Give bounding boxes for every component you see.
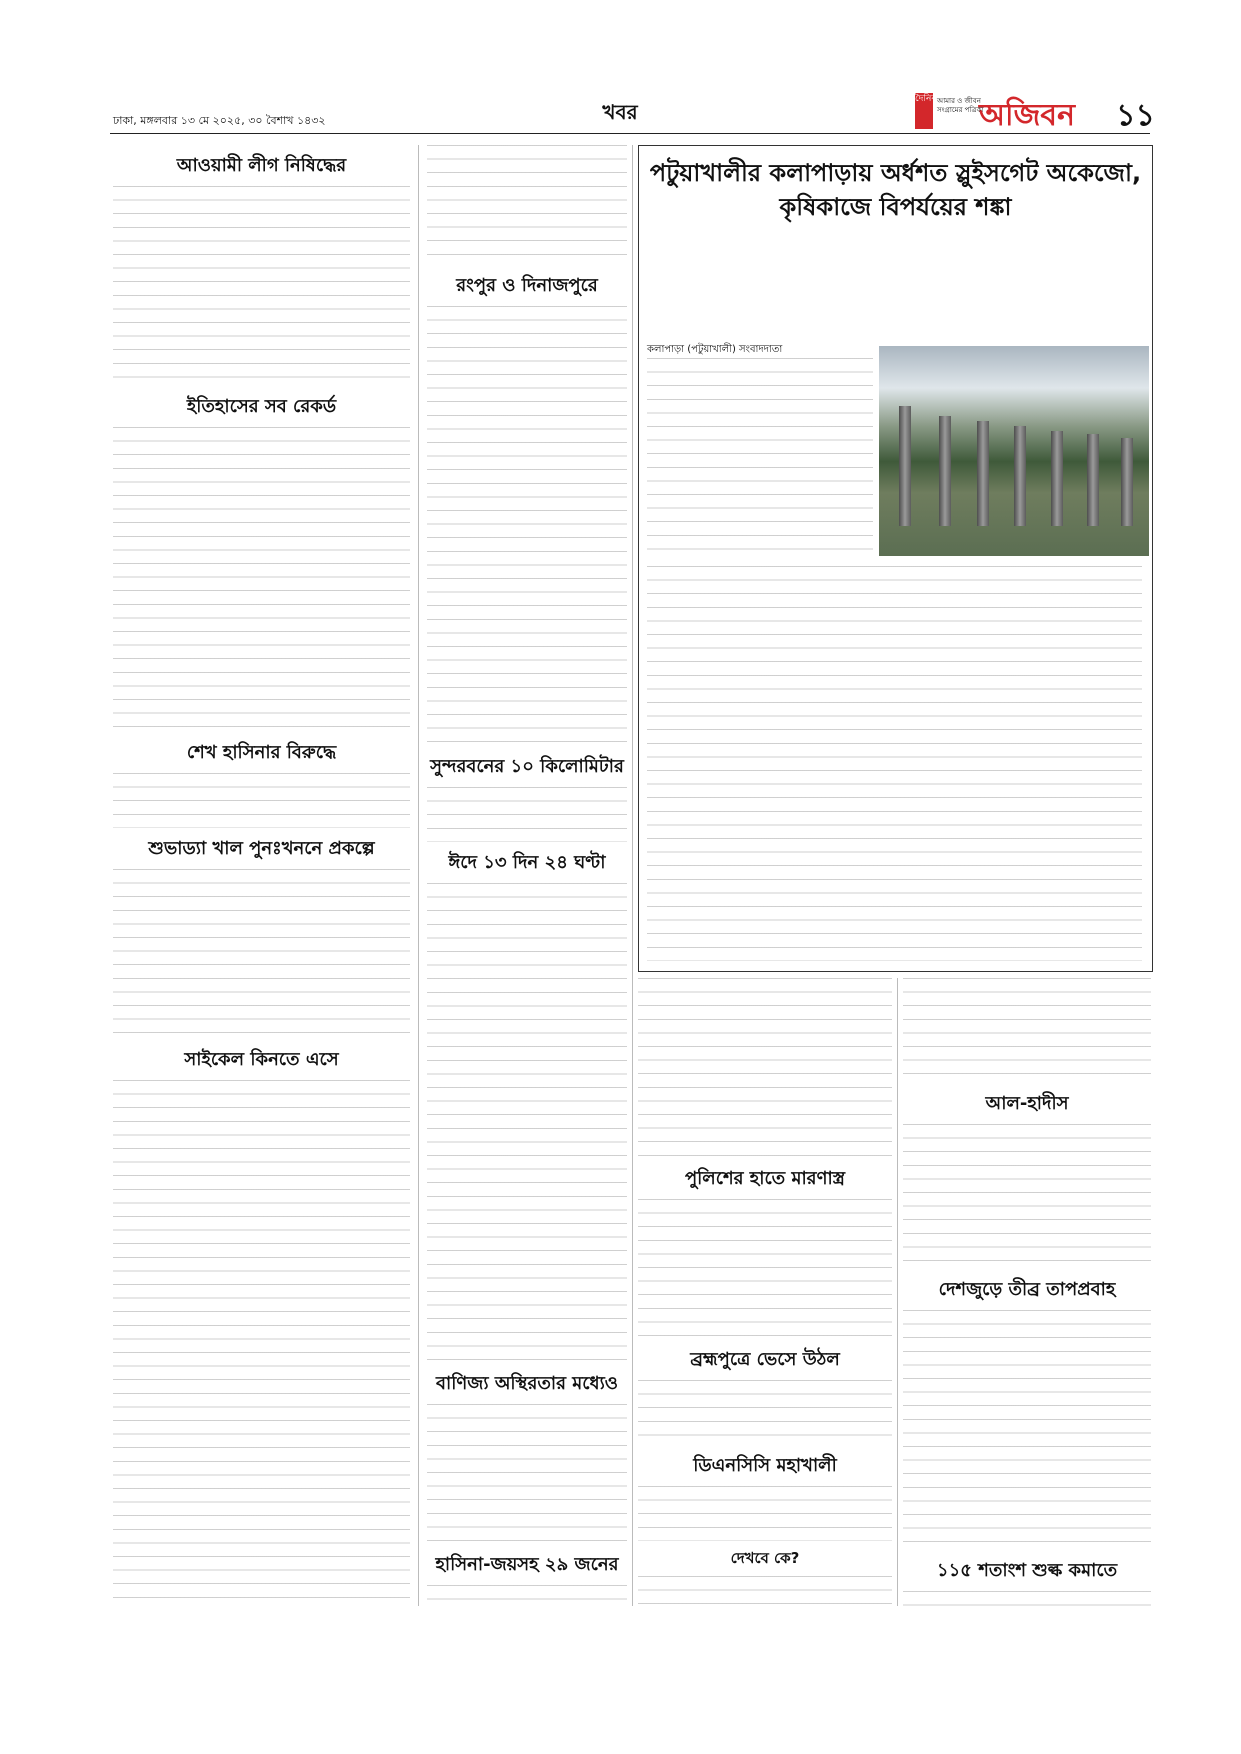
article-tapprabah — [903, 1275, 1151, 1550]
article-rangpur — [427, 271, 627, 746]
article-body-text — [113, 427, 410, 732]
article-headline: বাণিজ্য অস্থিরতার মধ্যেও — [435, 1373, 619, 1394]
feature-byline: কলাপাড়া (পটুয়াখালী) সংবাদদাতা — [647, 344, 783, 355]
feature-headline-line1: পটুয়াখালীর কলাপাড়ায় অর্ধশত স্লুইসগেট অকেজো, — [649, 159, 1142, 187]
article-awami — [113, 151, 410, 386]
article-headline: সাইকেল কিনতে এসে — [184, 1049, 339, 1070]
article-body-text — [427, 883, 627, 1363]
article-headline: ডিএনসিসি মহাখালী — [693, 1455, 837, 1476]
article-sundarban — [427, 752, 627, 842]
column-3 — [638, 978, 892, 1606]
article-body-text — [113, 773, 410, 828]
article-banijya — [427, 1369, 627, 1544]
feature-body-text — [647, 358, 873, 558]
article-headline: ১১৫ শতাংশ শুল্ক কমাতে — [936, 1560, 1118, 1581]
header-rule — [110, 133, 1150, 134]
article-sheikh — [113, 738, 410, 828]
article-headline: ইতিহাসের সব রেকর্ড — [186, 396, 337, 417]
article-dncc — [638, 1451, 892, 1541]
article-body-text — [903, 1591, 1151, 1606]
article-body-text — [903, 1310, 1151, 1550]
article-itihas — [113, 392, 410, 732]
article-dekhbe — [638, 1547, 892, 1606]
feature-headline — [649, 156, 1142, 224]
article-body-text — [427, 306, 627, 746]
article-body-text — [638, 1486, 892, 1541]
logo-tagline: আমার ও জীবন সংগ্রামের পত্রিকা — [937, 97, 984, 114]
article-alhadis — [903, 1089, 1151, 1269]
article-body-text — [427, 145, 627, 265]
article-body-text — [427, 787, 627, 842]
article-brahma — [638, 1345, 892, 1445]
column-1 — [113, 145, 410, 1606]
article-headline: ঈদে ১৩ দিন ২৪ ঘণ্টা — [448, 852, 606, 873]
column-4 — [903, 978, 1151, 1606]
article-body-text — [113, 186, 410, 386]
logo-badge: দৈনিক — [915, 93, 933, 129]
column-divider — [418, 145, 419, 1606]
feature-headline-line2: কৃষিকাজে বিপর্যয়ের শঙ্কা — [779, 193, 1012, 221]
article-body-text — [903, 978, 1151, 1083]
article-headline: আওয়ামী লীগ নিষিদ্ধের — [176, 155, 347, 176]
article-body-text — [638, 1576, 892, 1606]
article-headline: শুভাড্যা খাল পুনঃখননে প্রকল্পে — [148, 838, 375, 859]
article-body-text — [427, 1404, 627, 1544]
article-cycle — [113, 1045, 410, 1606]
article-shulka — [903, 1556, 1151, 1606]
article-headline: ব্রহ্মপুত্রে ভেসে উঠল — [690, 1349, 840, 1370]
section-title: খবর — [602, 100, 638, 124]
article-shuvadha — [113, 834, 410, 1039]
article-body-text — [638, 978, 892, 1158]
article-body-text — [427, 1585, 627, 1606]
article-headline: শেখ হাসিনার বিরুদ্ধে — [186, 742, 337, 763]
article-headline: সুন্দরবনের ১০ কিলোমিটার — [430, 756, 624, 777]
column-2 — [427, 145, 627, 1606]
sluice-gate-photo — [879, 346, 1149, 556]
article-police — [638, 1164, 892, 1339]
article-headline: দেশজুড়ে তীব্র তাপপ্রবাহ — [938, 1279, 1116, 1300]
article-body-text — [113, 1080, 410, 1606]
article-headline: আল-হাদীস — [985, 1093, 1069, 1114]
page-number: ১১ — [1116, 98, 1155, 133]
article-body-text — [638, 1380, 892, 1445]
article-body-text — [113, 869, 410, 1039]
logo-name: অজিবন — [979, 98, 1076, 133]
feature-body-text — [647, 566, 1142, 961]
article-headline: হাসিনা-জয়সহ ২৯ জনের — [435, 1554, 619, 1575]
article-headline: রংপুর ও দিনাজপুরে — [456, 275, 598, 296]
article-headline: পুলিশের হাতে মারণাস্ত্র — [684, 1168, 846, 1189]
article-eid — [427, 848, 627, 1363]
feature-article — [638, 145, 1153, 972]
column-divider — [632, 145, 633, 1606]
article-body-text — [903, 1124, 1151, 1269]
article-body-text — [638, 1199, 892, 1339]
masthead-logo — [915, 93, 1155, 131]
issue-date: ঢাকা, মঙ্গলবার ১৩ মে ২০২৫, ৩০ বৈশাখ ১৪৩২ — [113, 114, 326, 127]
column-divider — [897, 978, 898, 1606]
article-hasina — [427, 1550, 627, 1606]
article-headline: দেখবে কে? — [730, 1549, 800, 1567]
